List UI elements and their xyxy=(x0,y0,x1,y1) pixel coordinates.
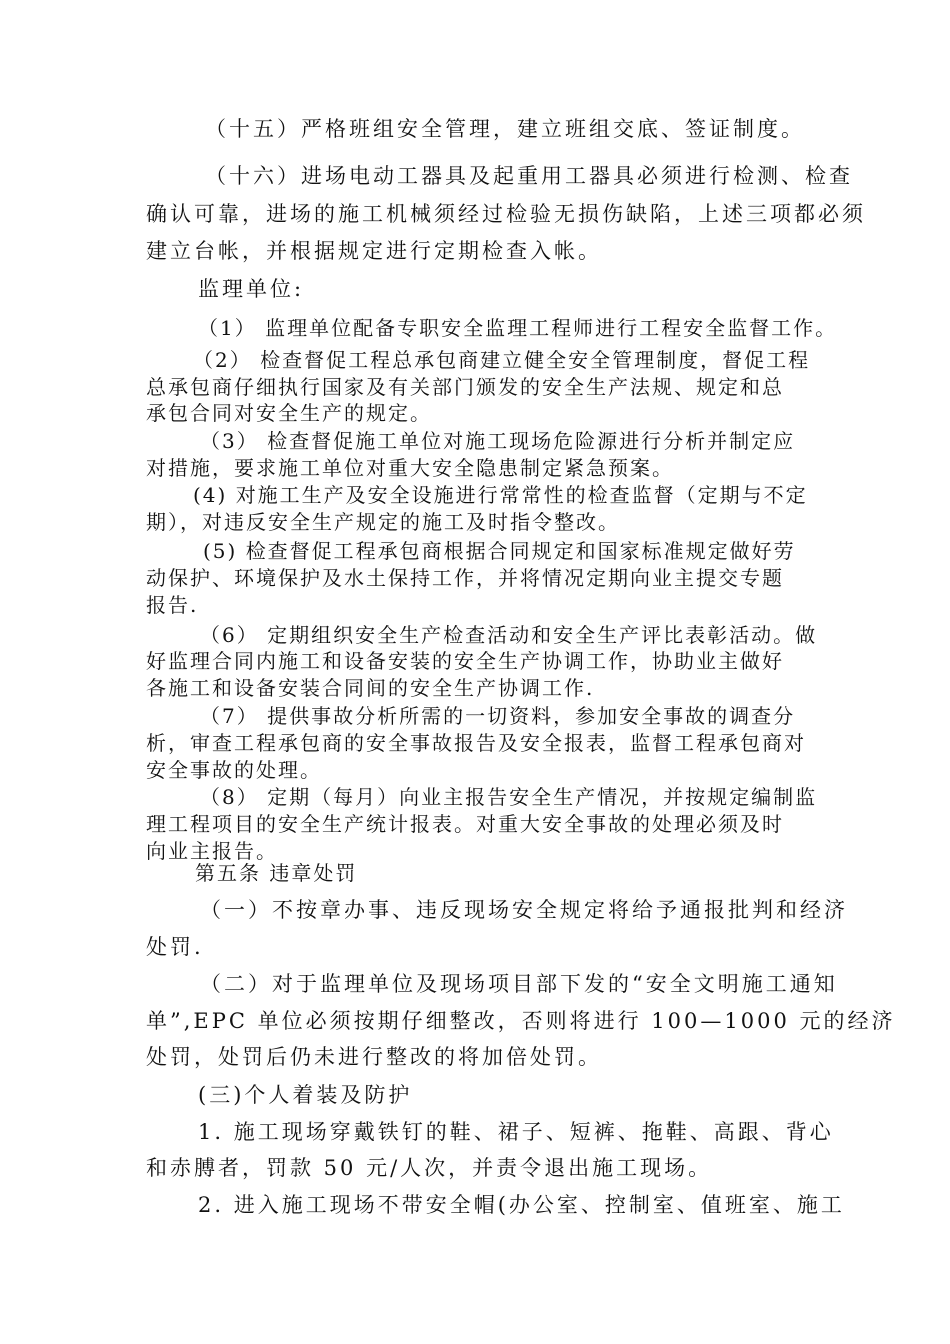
article-5-heading: 第五条 违章处罚 xyxy=(195,861,358,885)
supervision-item-7-line-2: 析，审查工程承包商的安全事故报告及安全报表，监督工程承包商对 xyxy=(146,731,806,755)
penalty-1-line-2: 处罚. xyxy=(146,935,204,959)
penalty-3-item-1-line-2: 和赤膊者，罚款 50 元/人次，并责令退出施工现场。 xyxy=(146,1156,713,1180)
penalty-2-line-2: 单”,EPC 单位必须按期仔细整改，否则将进行 100—1000 元的经济 xyxy=(146,1009,896,1033)
clause-16-line-3: 建立台帐，并根据规定进行定期检查入帐。 xyxy=(146,239,602,263)
supervision-item-2-line-2: 总承包商仔细执行国家及有关部门颁发的安全生产法规、规定和总 xyxy=(146,375,784,399)
supervision-item-6-line-1: （6） 定期组织安全生产检查活动和安全生产评比表彰活动。做 xyxy=(200,623,818,647)
supervision-item-7-line-3: 安全事故的处理。 xyxy=(146,758,322,782)
penalty-2-line-1: （二）对于监理单位及现场项目部下发的“安全文明施工通知 xyxy=(200,972,838,996)
supervision-item-5-line-3: 报告. xyxy=(146,593,199,617)
supervision-item-5-line-1: (5) 检查督促工程承包商根据合同规定和国家标准规定做好劳 xyxy=(203,539,796,563)
supervision-item-6-line-2: 好监理合同内施工和设备安装的安全生产协调工作，协助业主做好 xyxy=(146,649,784,673)
supervision-item-7-line-1: （7） 提供事故分析所需的一切资料，参加安全事故的调查分 xyxy=(200,704,796,728)
penalty-2-line-3: 处罚，处罚后仍未进行整改的将加倍处罚。 xyxy=(146,1045,602,1069)
penalty-3-item-2-line-1: 2. 进入施工现场不带安全帽(办公室、控制室、值班室、施工 xyxy=(198,1193,845,1217)
supervision-item-4-line-2: 期），对违反安全生产规定的施工及时指令整改。 xyxy=(146,510,620,534)
supervision-item-2-line-3: 承包合同对安全生产的规定。 xyxy=(146,401,432,425)
supervision-item-1: （1） 监理单位配备专职安全监理工程师进行工程安全监督工作。 xyxy=(198,316,838,340)
penalty-3-item-1-line-1: 1. 施工现场穿戴铁钉的鞋、裙子、短裤、拖鞋、高跟、背心 xyxy=(198,1120,834,1144)
supervision-item-8-line-1: （8） 定期（每月）向业主报告安全生产情况，并按规定编制监 xyxy=(200,785,818,809)
supervision-item-4-line-1: (4) 对施工生产及安全设施进行常常性的检查监督（定期与不定 xyxy=(193,483,808,507)
supervision-item-2-line-1: （2） 检查督促工程总承包商建立健全安全管理制度，督促工程 xyxy=(193,348,811,372)
section-heading-supervision: 监理单位: xyxy=(198,277,305,301)
supervision-item-6-line-3: 各施工和设备安装合同间的安全生产协调工作. xyxy=(146,676,595,700)
supervision-item-3-line-1: （3） 检查督促施工单位对施工现场危险源进行分析并制定应 xyxy=(200,429,796,453)
supervision-item-8-line-3: 向业主报告。 xyxy=(146,839,278,863)
supervision-item-5-line-2: 动保护、环境保护及水土保持工作，并将情况定期向业主提交专题 xyxy=(146,566,784,590)
supervision-item-8-line-2: 理工程项目的安全生产统计报表。对重大安全事故的处理必须及时 xyxy=(146,812,784,836)
supervision-item-3-line-2: 对措施，要求施工单位对重大安全隐患制定紧急预案。 xyxy=(146,456,674,480)
clause-16-line-1: （十六）进场电动工器具及起重用工器具必须进行检测、检查 xyxy=(205,164,853,188)
penalty-3-heading: (三)个人着装及防护 xyxy=(198,1083,413,1107)
clause-16-line-2: 确认可靠，进场的施工机械须经过检验无损伤缺陷，上述三项都必须 xyxy=(146,202,866,226)
clause-15: （十五）严格班组安全管理，建立班组交底、签证制度。 xyxy=(205,117,805,141)
penalty-1-line-1: （一）不按章办事、违反现场安全规定将给予通报批判和经济 xyxy=(200,898,848,922)
